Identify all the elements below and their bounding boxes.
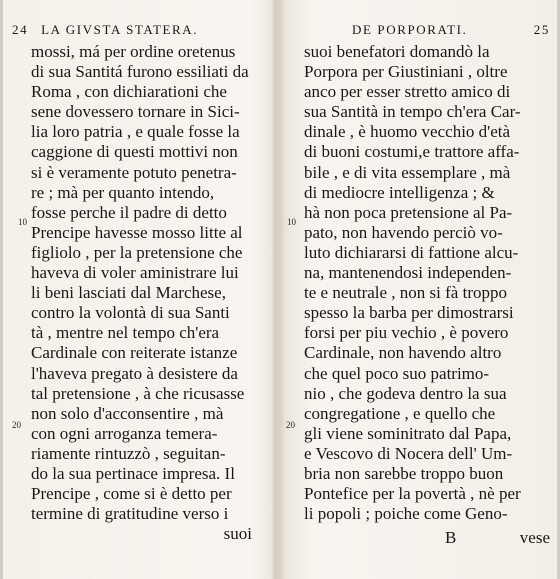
left-line-9: fosse perche il padre di detto — [31, 202, 227, 222]
left-line-13: li beni lasciati dal Marchese, — [31, 283, 226, 303]
left-line-6: caggione di questi mottivi non — [31, 142, 238, 162]
right-line-20: gli viene sominitrato dal Papa, — [304, 423, 512, 443]
left-line-marker-20: 20 — [12, 420, 21, 430]
left-line-2: di sua Santitá furono essiliati da — [31, 62, 249, 82]
right-line-5: dinale , è huomo vecchio d'età — [304, 122, 511, 142]
left-page-text — [31, 42, 264, 544]
right-line-14: spesso la barba per dimostrarsi — [304, 303, 514, 323]
right-page-header — [300, 21, 550, 39]
right-line-9: hà non poca pretensione al Pa- — [304, 202, 513, 222]
right-line-marker-10: 10 — [287, 217, 296, 227]
left-line-17: l'haveva pregato à desistere da — [31, 363, 238, 383]
signature-mark: B — [445, 528, 457, 547]
right-line-23: Pontefice per la povertà , nè per — [304, 484, 521, 504]
left-page-number: 24 — [12, 22, 29, 37]
left-line-12: haveva di voler aministrare lui — [31, 263, 239, 283]
left-page-header — [12, 21, 268, 39]
right-running-title: DE PORPORATI. — [352, 22, 468, 37]
right-line-21: e Vescovo di Nocera dell' Um- — [304, 443, 513, 463]
left-line-1: mossi, má per ordine oretenus — [31, 42, 236, 61]
left-running-title: LA GIVSTA STATERA. — [41, 22, 199, 37]
right-line-24: li popoli ; poiche come Geno- — [304, 504, 508, 524]
left-line-14: contro la volontà di sua Santi — [31, 303, 230, 323]
right-line-2: Porpora per Giustiniani , oltre — [304, 62, 508, 82]
right-line-17: che quel poco suo patrimo- — [304, 363, 490, 383]
left-line-10: Prencipe havesse mosso litte al — [31, 222, 243, 242]
left-line-20: con ogni arroganza temera- — [31, 423, 218, 443]
left-line-24: termine di gratitudine verso i — [31, 504, 229, 524]
right-line-15: forsi per piu vechio , è povero — [304, 323, 509, 343]
right-line-10: pato, non havendo perciò vo- — [304, 222, 503, 242]
left-line-21: riamente rintuzzò , seguitan- — [31, 443, 226, 463]
right-line-18: nio , che godeva dentro la sua — [304, 383, 507, 403]
right-page — [280, 0, 560, 579]
right-line-12: na, mantenendosi independen- — [304, 263, 512, 283]
right-line-marker-20: 20 — [286, 420, 295, 430]
right-line-19: congregatione , e quello che — [304, 403, 496, 423]
right-line-6: di buoni costumi,e trattore affa- — [304, 142, 520, 162]
left-line-15: tà , mentre nel tempo ch'era — [31, 323, 220, 343]
right-line-3: anco per esser stretto amico di — [304, 82, 511, 102]
right-line-1: suoi benefatori domandò la — [304, 42, 490, 61]
left-line-25: suoi — [223, 524, 252, 544]
right-page-text — [304, 42, 550, 524]
right-page-number: 25 — [533, 22, 550, 37]
right-line-7: bile , e di vita essemplare , mà — [304, 162, 511, 182]
catchword: vese — [519, 528, 550, 547]
left-line-18: tal pretensione , à che ricusasse — [31, 383, 245, 403]
left-line-23: Prencipe , come si è detto per — [31, 484, 232, 504]
left-page — [0, 0, 276, 579]
left-line-16: Cardinale con reiterate istanze — [31, 343, 238, 363]
right-line-16: Cardinale, non havendo altro — [304, 343, 502, 363]
left-line-19: non solo d'acconsentire , mà — [31, 403, 224, 423]
left-line-7: si è veramente potuto penetra- — [31, 162, 237, 182]
right-line-13: te e neutrale , non si fà troppo — [304, 283, 507, 303]
left-line-11: figliolo , per la pretensione che — [31, 242, 243, 262]
right-line-11: luto dichiararsi di fattione alcu- — [304, 242, 519, 262]
right-page-footer — [304, 527, 550, 549]
left-line-5: lia loro patria , e quale fosse la — [31, 122, 240, 142]
left-line-22: do la sua pertinace impresa. Il — [31, 463, 235, 483]
left-line-3: Roma , con dichiarationi che — [31, 82, 227, 102]
right-line-22: bria non sarebbe troppo buon — [304, 463, 504, 483]
right-line-4: sua Santità in tempo ch'era Car- — [304, 102, 521, 122]
right-line-8: di mediocre intelligenza ; & — [304, 182, 495, 202]
left-line-4: sene dovessero tornare in Sici- — [31, 102, 240, 122]
left-line-8: re ; mà per quanto intendo, — [31, 182, 215, 202]
left-line-marker-10: 10 — [18, 217, 27, 227]
